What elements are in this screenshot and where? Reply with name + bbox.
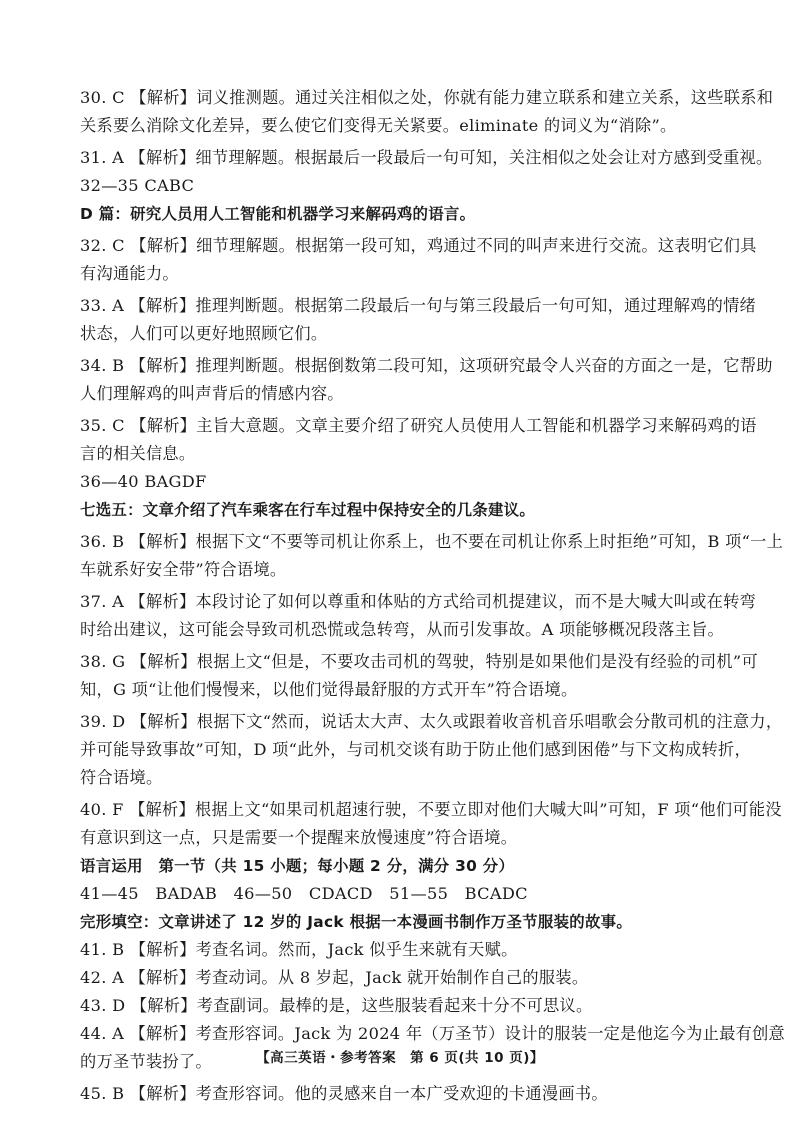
answer-31: 31. A 【解析】细节理解题。根据最后一段最后一句可知，关注相似之处会让对方感到受重视。 xyxy=(80,148,773,167)
answer-42: 42. A 【解析】考查动词。从 8 岁起，Jack 就开始制作自己的服装。 xyxy=(80,968,589,987)
answer-40-line-2: 有意识到这一点，只是需要一个提醒来放慢速度”符合语境。 xyxy=(80,828,518,847)
answer-39-line-2: 并可能导致事故”可知，D 项“此外，与司机交谈有助于防止他们感到困倦”与下文构成转折， xyxy=(80,740,751,759)
answer-35-line-1: 35. C 【解析】主旨大意题。文章主要介绍了研究人员使用人工智能和机器学习来解码鸡的语 xyxy=(80,416,757,435)
answer-33-line-2: 状态，人们可以更好地照顾它们。 xyxy=(80,324,328,343)
answer-44-line-2: 的万圣节装扮了。 xyxy=(80,1052,212,1071)
answer-41: 41. B 【解析】考查名词。然而，Jack 似乎生来就有天赋。 xyxy=(80,940,518,959)
language-use-section-heading: 语言运用 第一节（共 15 小题；每小题 2 分，满分 30 分） xyxy=(80,857,515,875)
answer-35-line-2: 言的相关信息。 xyxy=(80,444,196,463)
answer-37-line-2: 时给出建议，这可能会导致司机恐慌或急转弯，从而引发事故。A 项能够概况段落主旨。 xyxy=(80,620,724,639)
answer-39-line-3: 符合语境。 xyxy=(80,768,163,787)
answer-38-line-2: 知，G 项“让他们慢慢来，以他们觉得最舒服的方式开车”符合语境。 xyxy=(80,680,578,699)
answers-36-40-summary: 36—40 BAGDF xyxy=(80,472,207,491)
answers-41-55-summary: 41—45 BADAB 46—50 CDACD 51—55 BCADC xyxy=(80,884,528,903)
answer-40-line-1: 40. F 【解析】根据上文“如果司机超速行驶，不要立即对他们大喊大叫”可知，F 项“他们可能没 xyxy=(80,800,782,819)
answer-45: 45. B 【解析】考查形容词。他的灵感来自一本广受欢迎的卡通漫画书。 xyxy=(80,1084,608,1103)
answer-30-line-1: 30. C 【解析】词义推测题。通过关注相似之处，你就有能力建立联系和建立关系，这些联系和 xyxy=(80,88,774,107)
cloze-heading: 完形填空：文章讲述了 12 岁的 Jack 根据一本漫画书制作万圣节服装的故事。 xyxy=(80,913,633,931)
answer-36-line-1: 36. B 【解析】根据下文“不要等司机让你系上，也不要在司机让你系上时拒绝”可知，B 项“一上 xyxy=(80,532,784,551)
answers-32-35-summary: 32—35 CABC xyxy=(80,176,195,195)
answer-44-line-1: 44. A 【解析】考查形容词。Jack 为 2024 年（万圣节）设计的服装一定是他迄今为止最有创意 xyxy=(80,1024,786,1043)
answer-33-line-1: 33. A 【解析】推理判断题。根据第二段最后一句与第三段最后一句可知，通过理解鸡的情绪 xyxy=(80,296,757,315)
answer-39-line-1: 39. D 【解析】根据下文“然而，说话太大声、太久或跟着收音机音乐唱歌会分散司机的注意力， xyxy=(80,712,783,731)
passage-d-heading: D 篇：研究人员用人工智能和机器学习来解码鸡的语言。 xyxy=(80,205,476,223)
answer-36-line-2: 车就系好安全带”符合语境。 xyxy=(80,560,287,579)
answer-37-line-1: 37. A 【解析】本段讨论了如何以尊重和体贴的方式给司机提建议，而不是大喊大叫或在转弯 xyxy=(80,592,757,611)
answer-38-line-1: 38. G 【解析】根据上文“但是，不要攻击司机的驾驶，特别是如果他们是没有经验的司机”可 xyxy=(80,652,758,671)
page-footer: 【高三英语・参考答案 第 6 页(共 10 页)】 xyxy=(256,1050,544,1066)
answer-34-line-1: 34. B 【解析】推理判断题。根据倒数第二段可知，这项研究最令人兴奋的方面之一是，它帮助 xyxy=(80,356,773,375)
answer-34-line-2: 人们理解鸡的叫声背后的情感内容。 xyxy=(80,384,344,403)
answer-43: 43. D 【解析】考查副词。最棒的是，这些服装看起来十分不可思议。 xyxy=(80,996,593,1015)
answer-30-line-2: 关系要么消除文化差异，要么使它们变得无关紧要。eliminate 的词义为“消除”。 xyxy=(80,116,677,135)
seven-choose-five-heading: 七选五：文章介绍了汽车乘客在行车过程中保持安全的几条建议。 xyxy=(80,501,536,519)
answer-32-line-1: 32. C 【解析】细节理解题。根据第一段可知，鸡通过不同的叫声来进行交流。这表明它们具 xyxy=(80,236,757,255)
answer-32-line-2: 有沟通能力。 xyxy=(80,264,179,283)
